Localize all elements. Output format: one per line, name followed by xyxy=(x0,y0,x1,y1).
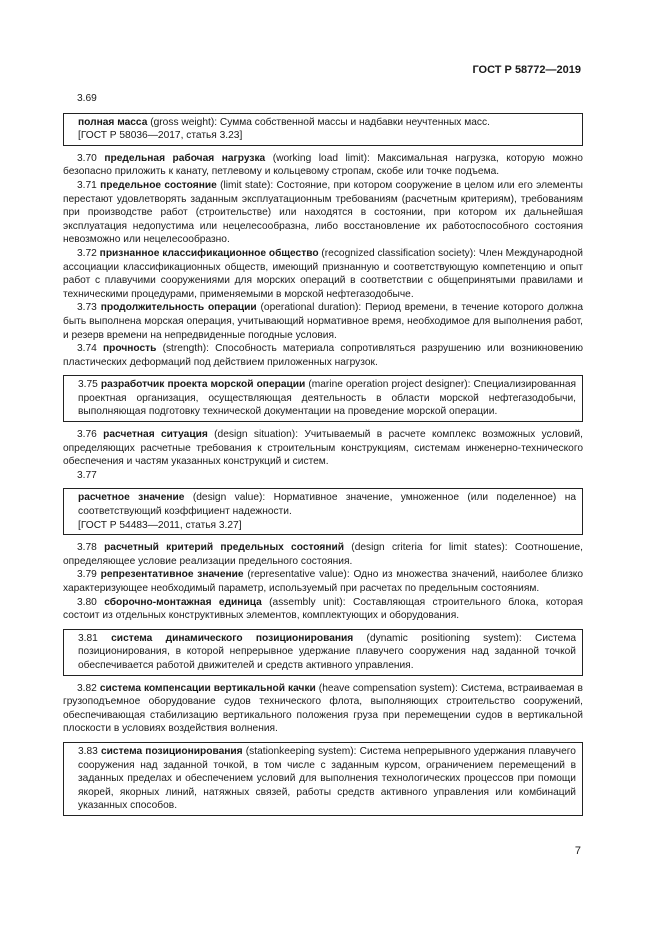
term: расчетный критерий предельных состояний xyxy=(104,542,345,554)
definition: Способность материала сопротивляться разрушению или возникновению пластических деформаций под действием приложенных нагрузок. xyxy=(63,343,584,368)
term: расчетная ситуация xyxy=(103,429,208,441)
definition: Нормативное значение, умноженное (или поделенное) на соответствующий коэффициент надежности. xyxy=(78,492,576,518)
term-en: (strength): xyxy=(162,343,209,355)
boxed-entry-3-75 xyxy=(63,375,583,422)
definition: Система непрерывного удержания плавучего сооружения над заданной точкой, в том числе с заданным курсом, ограничением перемещений в заданных пределах и обеспечением условий для выполнения технологических процессов при помощи якорей, якорных линий, натяжных связей, работы средств активного управления или комбинаций указанных способов. xyxy=(78,745,576,812)
term-en: (heave compensation system): xyxy=(318,682,458,694)
entry-number: 3.73 xyxy=(77,302,97,314)
entry-3-74 xyxy=(63,342,583,369)
term-en: (stationkeeping system): xyxy=(245,745,357,757)
entry-3-71 xyxy=(63,179,583,247)
entry-3-82 xyxy=(63,682,583,736)
term-en: (recognized classification society): xyxy=(321,247,476,259)
entry-number: 3.74 xyxy=(77,343,97,355)
term: предельное состояние xyxy=(100,179,217,191)
definition: Система позиционирования, в которой непрерывное удержание плавучего сооружения над заданной точкой обеспечивается работой движителей и средств активного управления. xyxy=(78,632,577,671)
term-en: (design situation): xyxy=(214,429,299,441)
entry-number: 3.71 xyxy=(77,179,97,191)
definition: Член Международной ассоциации классификационных обществ, имеющий признанную и соответствующую компетенцию и опыт работ с плавучими сооружениями для морских операций в соответствии с общепринятыми правилами и техническими процедурами, применяемыми в морской нефтегазодобыче. xyxy=(63,247,584,300)
entry-number: 3.76 xyxy=(77,429,97,441)
definition: Учитываемый в расчете комплекс возможных условий, определяющих расчетные требования к строительным конструкциям, системам инженерно-технического обеспечения и частям указанных конструкций и систем. xyxy=(63,429,584,468)
entry-number: 3.80 xyxy=(77,596,97,608)
entry-3-73 xyxy=(63,301,583,342)
entry-3-72 xyxy=(63,247,583,301)
entry-number: 3.75 xyxy=(78,379,98,391)
boxed-entry-3-83 xyxy=(63,742,583,816)
boxed-entry-3-69 xyxy=(63,113,583,146)
entry-number: 3.81 xyxy=(78,632,98,644)
entry-number: 3.69 xyxy=(77,93,97,104)
term-en: (dynamic positioning system): xyxy=(366,632,522,644)
term-en: (design value): xyxy=(192,492,266,504)
entry-number: 3.70 xyxy=(77,152,97,164)
entry-number: 3.72 xyxy=(77,247,97,259)
reference: [ГОСТ Р 58036—2017, статья 3.23] xyxy=(78,130,243,142)
term-en: (operational duration): xyxy=(260,302,362,314)
entry-number: 3.82 xyxy=(77,682,97,694)
term-en: (assembly unit): xyxy=(269,596,346,608)
term-en: (gross weight): xyxy=(150,116,218,128)
term-en: (limit state): xyxy=(220,179,274,191)
term: продолжительность операции xyxy=(100,302,257,314)
term-en: (representative value): xyxy=(247,569,350,581)
term: расчетное значение xyxy=(78,492,185,504)
standard-header: ГОСТ Р 58772—2019 xyxy=(472,64,581,76)
definition: Состояние, при котором сооружение в целом или его элементы перестают удовлетворять заданным эксплуатационным требованиям (расчетным критериям), требованиям при производстве работ (строительстве) или находятся в состоянии, при котором их дальнейшая эксплуатация недопустима или нецелесообразна, либо восстановление их работоспособного состояния невозможно или нецелесообразно. xyxy=(63,179,584,246)
term: предельная рабочая нагрузка xyxy=(104,152,266,164)
entry-number: 3.83 xyxy=(78,745,98,757)
term: репрезентативное значение xyxy=(100,569,244,581)
term-en: (working load limit): xyxy=(272,152,370,164)
definition: Система, встраиваемая в грузоподъемное оборудование судов технического флота, выполняющих строительство сооружений, обеспечивающая стабилизацию вертикального положения груза при перемещении судов в вертикальной плоскости в условиях воздействия волнения. xyxy=(63,682,583,735)
definition: Одно из множества значений, наиболее близко характеризующее необходимый параметр, используемый при расчетах по предельным состояниям. xyxy=(63,569,584,594)
entry-3-78 xyxy=(63,541,583,568)
entry-number: 3.77 xyxy=(77,469,97,481)
entry-3-76 xyxy=(63,428,583,469)
boxed-entry-3-81 xyxy=(63,629,583,676)
term: система компенсации вертикальной качки xyxy=(99,682,316,694)
definition: Составляющая строительного блока, которая состоит из отдельных конструктивных элементов, комплектующих и оборудования. xyxy=(63,596,583,622)
document-body xyxy=(63,92,583,822)
term: прочность xyxy=(102,343,157,355)
term-en: (design criteria for limit states): xyxy=(351,542,508,554)
entry-number: 3.78 xyxy=(77,542,97,554)
definition: Специализированная проектная организация, осуществляющая деятельность в области морской нефтегазодобычи, выполняющая подготовку технической документации на проведение морской операции. xyxy=(78,379,577,418)
term: полная масса xyxy=(78,116,148,128)
entry-3-79 xyxy=(63,568,583,595)
entry-3-70 xyxy=(63,152,583,179)
definition: Сумма собственной массы и надбавки неучтенных масс. xyxy=(219,116,490,128)
term: признанное классификационное общество xyxy=(99,247,319,259)
reference: [ГОСТ Р 54483—2011, статья 3.27] xyxy=(78,519,242,531)
term: система позиционирования xyxy=(100,745,243,757)
term: разработчик проекта морской операции xyxy=(100,379,306,391)
entry-3-80 xyxy=(63,596,583,623)
boxed-entry-3-77 xyxy=(63,488,583,535)
term: система динамического позиционирования xyxy=(111,632,354,644)
term-en: (marine operation project designer): xyxy=(308,379,471,391)
definition: Соотношение, определяющее условие реализации предельного состояния. xyxy=(63,542,583,567)
term: сборочно-монтажная единица xyxy=(104,596,262,608)
definition: Максимальная нагрузка, которую можно безопасно приложить к канату, петлевому и кольцевому стропам, скобе или точке подъема. xyxy=(63,152,583,178)
entry-number: 3.79 xyxy=(77,569,97,581)
page-number: 7 xyxy=(574,845,581,857)
definition: Период времени, в течение которого должна быть выполнена морская операция, учитывающий нормативное время, необходимое для выполнения работ, и резерв времени на непредвиденные погодные условия. xyxy=(63,302,583,341)
